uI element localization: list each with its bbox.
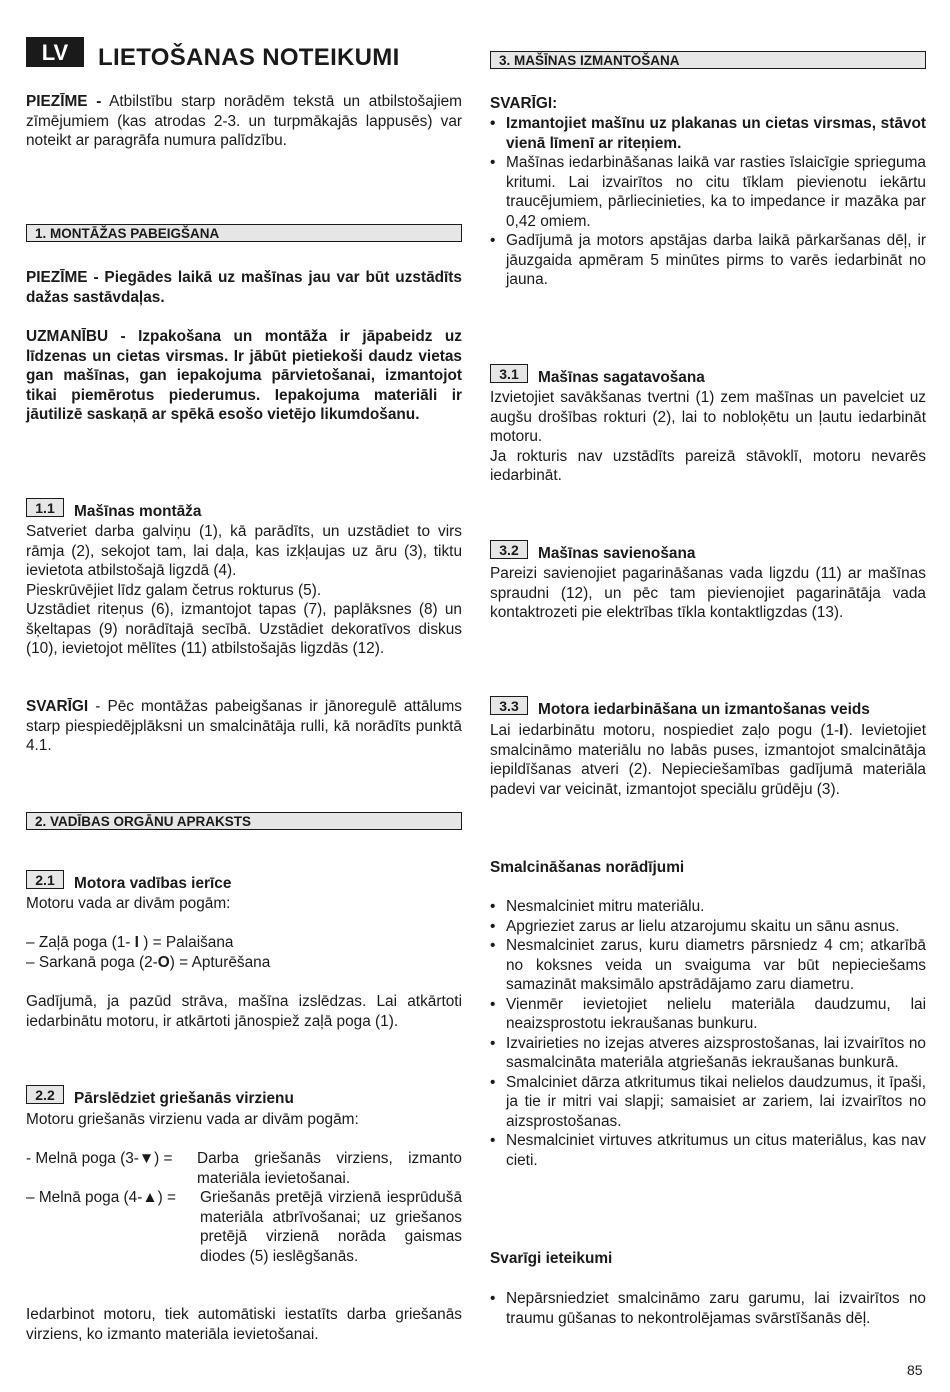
list-item: • Nesmalciniet virtuves atkritumus un citus materiālus, kas nav cieti. bbox=[490, 1131, 926, 1170]
paragraph: Pieskrūvējiet līdz galam četrus rokturus (5). bbox=[26, 581, 322, 599]
list-item: • Apgrieziet zarus ar lielu atzarojumu skaitu un sānu asnus. bbox=[490, 917, 926, 937]
paragraph: Izvietojiet savākšanas tvertni (1) zem mašīnas un pavelciet uz augšu drošības rokturi (2), lai to nobloķētu un ļautu iedarbināt motoru. bbox=[490, 389, 926, 445]
paragraph: Ja rokturis nav uzstādīts pareizā stāvoklī, motoru nevarēs iedarbināt. bbox=[490, 447, 926, 484]
page-title: LIETOŠANAS NOTEIKUMI bbox=[98, 44, 400, 71]
button-3-row bbox=[26, 1149, 462, 1189]
subsection-number: 3.2 bbox=[490, 540, 528, 559]
button-4-label: – Melnā poga (4-▲) = bbox=[26, 1189, 176, 1206]
intro-note-text: Atbilstību starp norādēm tekstā un atbilstošajiem zīmējumiem (kas atrodas 2-3. un turpmākajās lappusēs) var noteikt ar paragrāfa numura palīdzību. bbox=[26, 93, 462, 149]
important-text: - Pēc montāžas pabeigšanas ir jānoregulē attālums starp piespiedējplāksni un smalcinātāja rulli, kā norādīts punktā 4.1. bbox=[26, 698, 462, 754]
subsection-3-3-heading bbox=[490, 696, 870, 720]
subsection-2-2-heading bbox=[26, 1085, 294, 1109]
subsection-number: 2.1 bbox=[26, 870, 64, 889]
section-1-note: PIEZĪME - Piegādes laikā uz mašīnas jau var būt uzstādīts dažas sastāvdaļas. bbox=[26, 269, 462, 306]
intro-note bbox=[26, 92, 462, 151]
subsection-title: Mašīnas sagatavošana bbox=[538, 369, 705, 386]
button-3-text: Darba griešanās virziens, izmanto materiāla ievietošanai. bbox=[197, 1150, 462, 1187]
important-lead: SVARĪGI bbox=[26, 698, 89, 715]
language-badge: LV bbox=[26, 37, 84, 67]
list-item: • Nesmalciniet mitru materiālu. bbox=[490, 897, 926, 917]
list-item: • Vienmēr ievietojiet nelielu materiāla daudzumu, lai neaizsprostotu iekraušanas bunkuru. bbox=[490, 995, 926, 1034]
list-item: • Izmantojiet mašīnu uz plakanas un cietas virsmas, stāvot vienā līmenī ar riteņiem. bbox=[490, 114, 926, 153]
list-item: • Nepārsniedziet smalcināmo zaru garumu, lai izvairītos no traumu gūšanas to nekontrolējamas svārstīšanās dēļ. bbox=[490, 1289, 926, 1328]
subsection-title: Motora iedarbināšana un izmantošanas veids bbox=[538, 701, 870, 718]
list-item: • Mašīnas iedarbināšanas laikā var rasties īslaicīgie sprieguma kritumi. Lai izvairītos no citu tīklam pievienotu iekārtu traucējumiem, pārliecinieties, ka to impedance ir mazāka par 0,42 omiem. bbox=[490, 153, 926, 231]
subsection-3-2-body: Pareizi savienojiet pagarināšanas vada ligzdu (11) ar mašīnas spraudni (12), un pēc tam pievienojiet pagarinātāja vada kontaktrozeti pie elektrības tīkla kontaktligzdas (13). bbox=[490, 565, 926, 621]
subsection-2-1-heading bbox=[26, 870, 231, 894]
red-button-line: – Sarkanā poga (2-O) = Apturēšana bbox=[26, 954, 271, 971]
grinding-instructions-title: Smalcināšanas norādījumi bbox=[490, 859, 685, 876]
subsection-title: Mašīnas savienošana bbox=[538, 545, 696, 562]
section-2-heading: 2. VADĪBAS ORGĀNU APRAKSTS bbox=[26, 812, 462, 830]
subsection-number: 1.1 bbox=[26, 498, 64, 517]
subsection-2-2-outro: Iedarbinot motoru, tiek automātiski iestatīts darba griešanās virziens, ko izmanto materiāla ievietošanai. bbox=[26, 1306, 462, 1343]
page-number: 85 bbox=[907, 1362, 923, 1378]
subsection-number: 3.1 bbox=[490, 364, 528, 383]
paragraph: Uzstādiet riteņus (6), izmantojot tapas (7), paplāksnes (8) un šķeltapas (9) norādītajā secībā. Uzstādiet dekoratīvos diskus (10), ievietojot mēlītes (11) atbilstošajās ligzdās (12). bbox=[26, 601, 462, 657]
subsection-3-1-body bbox=[490, 388, 926, 486]
section-3-heading: 3. MAŠĪNAS IZMANTOŠANA bbox=[490, 51, 926, 69]
subsection-1-1-heading bbox=[26, 498, 201, 522]
list-item: • Smalciniet dārza atkritumus tikai nelielos daudzumus, it īpaši, ja tie ir mitri vai slapji; samaisiet ar zariem, lai izvairītos no aizsprostošanas. bbox=[490, 1073, 926, 1132]
subsection-3-3-body: Lai iedarbinātu motoru, nospiediet zaļo pogu (1-I). Ievietojiet smalcināmo materiālu no labās puses, izmantojot smalcinātāja iepildīšanas atveri (2). Nepieciešamības gadījumā materiāla padevi var veicināt, izmantojot speciālu grūdēju (3). bbox=[490, 722, 926, 798]
subsection-number: 2.2 bbox=[26, 1085, 64, 1104]
subsection-title: Motora vadības ierīce bbox=[74, 875, 232, 892]
subsection-title: Pārslēdziet griešanās virzienu bbox=[74, 1090, 294, 1107]
paragraph: Satveriet darba galviņu (1), kā parādīts, un uzstādiet to virs rāmja (2), sekojot tam, lai daļa, kas izkļaujas uz āru (3), tiktu ievietota atbilstošajā ligzdā (4). bbox=[26, 523, 462, 579]
important-tips-title: Svarīgi ieteikumi bbox=[490, 1250, 613, 1267]
subsection-3-2-heading bbox=[490, 540, 695, 564]
button-4-row bbox=[26, 1188, 462, 1268]
section-1-warning: UZMANĪBU - Izpakošana un montāža ir jāpabeidz uz līdzenas un cietas virsmas. Ir jābūt pietiekoši daudz vietas gan mašīnas, gan iepakojuma pārvietošanai, izmantojot tikai piemērotus piederumus. Iepakojuma materiāli ir jāutilizē saskaņā ar spēkā esošo vietējo likumdošanu. bbox=[26, 328, 462, 423]
tips-bullet-list bbox=[490, 1289, 926, 1328]
section-3-important: SVARĪGI: bbox=[490, 95, 558, 112]
subsection-title: Mašīnas montāža bbox=[74, 503, 202, 520]
subsection-3-1-heading bbox=[490, 364, 705, 388]
list-item: • Izvairieties no izejas atveres aizsprostošanas, lai izvairītos no sasmalcināta materiāla atgriešanās iekraušanas bunkurā. bbox=[490, 1034, 926, 1073]
button-3-label: - Melnā poga (3-▼) = bbox=[26, 1150, 173, 1167]
subsection-1-1-body bbox=[26, 522, 462, 659]
section-3-bullet-list bbox=[490, 114, 926, 290]
subsection-2-1-outro: Gadījumā, ja pazūd strāva, mašīna izslēdzas. Lai atkārtoti iedarbinātu motoru, ir atkārtoti jānospiež zaļā poga (1). bbox=[26, 993, 462, 1030]
grinding-bullet-list bbox=[490, 897, 926, 1170]
intro-note-lead: PIEZĪME - bbox=[26, 93, 102, 110]
subsection-number: 3.3 bbox=[490, 696, 528, 715]
green-button-line: – Zaļā poga (1- I ) = Palaišana bbox=[26, 934, 234, 951]
list-item: • Gadījumā ja motors apstājas darba laikā pārkaršanas dēļ, ir jāuzgaida apmēram 5 minūtes pirms to varēs iedarbināt no jauna. bbox=[490, 231, 926, 290]
section-1-heading: 1. MONTĀŽAS PABEIGŠANA bbox=[26, 224, 462, 242]
list-item: • Nesmalciniet zarus, kuru diametrs pārsniedz 4 cm; atkarībā no koksnes veida un svaiguma var būt nepieciešams samazināt maksimālo apstrādājamo zaru diametru. bbox=[490, 936, 926, 995]
button-4-text: Griešanās pretējā virzienā iesprūdušā materiāla atbrīvošanai; uz griešanos pretējā virzienā norāda gaismas diodes (5) ieslēgšanās. bbox=[200, 1189, 462, 1265]
subsection-2-1-intro: Motoru vada ar divām pogām: bbox=[26, 895, 231, 912]
subsection-1-1-important bbox=[26, 697, 462, 756]
subsection-2-2-intro: Motoru griešanās virzienu vada ar divām pogām: bbox=[26, 1111, 359, 1128]
